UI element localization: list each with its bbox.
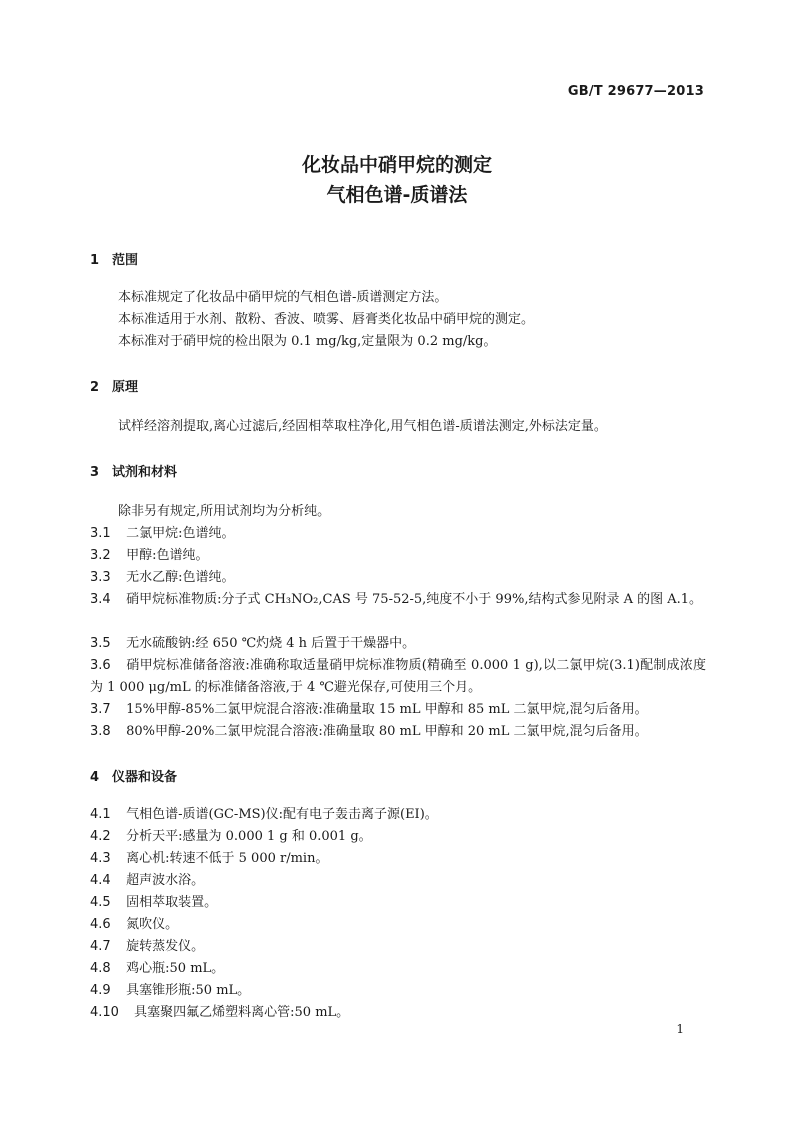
section-heading-principle [90,376,138,395]
paragraph: 本标准规定了化妆品中硝甲烷的气相色谱-质谱测定方法。 [118,290,448,305]
item-number: 4.10 [90,1005,119,1020]
item-number: 3.2 [90,548,111,563]
item-text: 固相萃取装置。 [126,895,218,910]
item-text: 氮吹仪。 [126,917,179,932]
item-number: 4.5 [90,895,111,910]
list-item [90,699,648,720]
paragraph: 除非另有规定,所用试剂均为分析纯。 [118,504,331,519]
section-number: 3 [90,465,100,480]
list-item [90,633,415,654]
section-heading-apparatus [90,766,177,785]
list-item [90,936,204,957]
item-text: 硝甲烷标准物质:分子式 CH₃NO₂,CAS 号 75-52-5,纯度不小于 99%,结构式参见附录 A 的图 A.1。 [126,592,703,607]
item-text: 二氯甲烷:色谱纯。 [126,526,235,541]
list-item [90,523,235,544]
item-number: 3.1 [90,526,111,541]
item-number: 3.4 [90,592,111,607]
item-number: 4.9 [90,983,111,998]
section-title: 原理 [112,380,139,395]
item-number: 4.4 [90,873,111,888]
item-number: 4.7 [90,939,111,954]
item-number: 4.6 [90,917,111,932]
section-heading-scope [90,249,138,268]
list-item [90,655,706,699]
item-number: 4.8 [90,961,111,976]
list-item [90,826,372,847]
item-text: 具塞锥形瓶:50 mL。 [126,983,251,998]
list-item [90,848,328,869]
list-item [90,721,648,742]
item-text: 80%甲醇-20%二氯甲烷混合溶液:准确量取 80 mL 甲醇和 20 mL 二氯甲烷,混匀后备用。 [126,724,648,739]
document-subtitle: 气相色谱-质谱法 [326,184,468,206]
list-item [90,980,250,1001]
section-number: 4 [90,770,100,785]
list-item [90,870,204,891]
standard-number: GB/T 29677—2013 [567,84,704,99]
item-number: 3.8 [90,724,111,739]
list-item [90,958,224,979]
paragraph: 本标准对于硝甲烷的检出限为 0.1 mg/kg,定量限为 0.2 mg/kg。 [118,334,497,349]
paragraph: 本标准适用于水剂、散粉、香波、喷雾、唇膏类化妆品中硝甲烷的测定。 [118,312,535,327]
item-number: 4.3 [90,851,111,866]
list-item [90,589,706,611]
item-text: 无水硫酸钠:经 650 ℃灼烧 4 h 后置于干燥器中。 [126,636,416,651]
item-text: 无水乙醇:色谱纯。 [126,570,235,585]
section-title: 仪器和设备 [112,770,178,785]
list-item [90,804,438,825]
item-text: 分析天平:感量为 0.000 1 g 和 0.001 g。 [126,829,372,844]
list-item [90,1002,349,1023]
paragraph: 试样经溶剂提取,离心过滤后,经固相萃取柱净化,用气相色谱-质谱法测定,外标法定量。 [118,419,607,434]
item-text: 离心机:转速不低于 5 000 r/min。 [126,851,329,866]
section-number: 2 [90,380,100,395]
list-item [90,914,178,935]
item-text: 15%甲醇-85%二氯甲烷混合溶液:准确量取 15 mL 甲醇和 85 mL 二氯甲烷,混匀后备用。 [126,702,648,717]
item-text: 超声波水浴。 [126,873,205,888]
item-number: 4.2 [90,829,111,844]
item-text: 甲醇:色谱纯。 [126,548,209,563]
item-number: 3.3 [90,570,111,585]
list-item [90,545,209,566]
item-text: 气相色谱-质谱(GC-MS)仪:配有电子轰击离子源(EI)。 [126,807,438,822]
document-title: 化妆品中硝甲烷的测定 [301,154,492,176]
item-number: 4.1 [90,807,111,822]
item-text: 硝甲烷标准储备溶液:准确称取适量硝甲烷标准物质(精确至 0.000 1 g),以二氯甲烷(3.1)配制成浓度为 1 000 μg/mL 的标准储备溶液,于 4 ℃避光保存,可使用三个月。 [90,658,706,695]
list-item [90,567,235,588]
item-number: 3.5 [90,636,111,651]
section-heading-reagents [90,461,177,480]
section-title: 范围 [112,253,139,268]
page-number: 1 [676,1022,684,1036]
section-title: 试剂和材料 [112,465,178,480]
item-number: 3.6 [90,658,111,673]
item-text: 鸡心瓶:50 mL。 [126,961,225,976]
item-text: 具塞聚四氟乙烯塑料离心管:50 mL。 [134,1005,350,1020]
section-number: 1 [90,253,100,268]
item-number: 3.7 [90,702,111,717]
list-item [90,892,217,913]
item-text: 旋转蒸发仪。 [126,939,205,954]
